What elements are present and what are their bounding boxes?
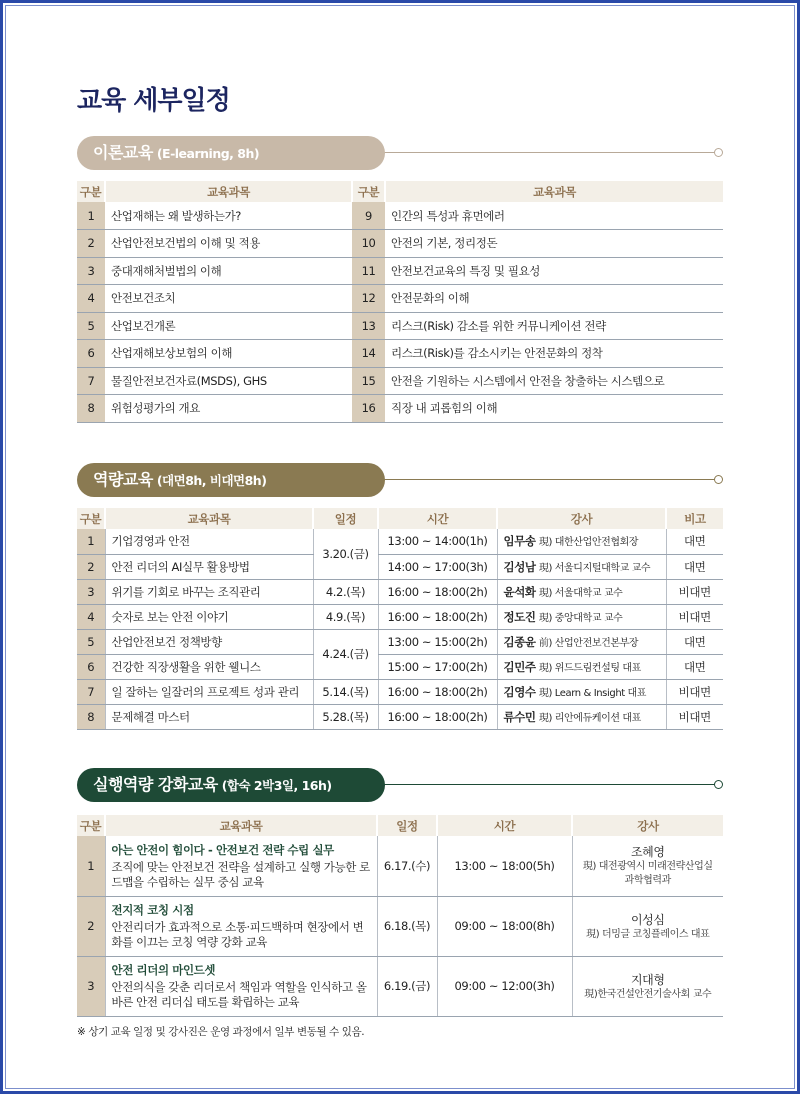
instructor-org: 現)한국건설안전기술사회 교수 — [584, 988, 712, 1000]
instructor-org: 現) 더밍글 코칭플레이스 대표 — [586, 928, 710, 940]
time-cell: 13:00 ~ 18:00(5h) — [437, 836, 572, 896]
instructor-name: 김종윤 — [503, 634, 536, 649]
header-date: 일정 — [377, 815, 437, 836]
header-subject: 교육과목 — [105, 815, 377, 836]
row-number: 2 — [77, 554, 105, 579]
time-cell: 15:00 ~ 17:00(2h) — [378, 654, 497, 679]
row-number: 5 — [77, 312, 105, 340]
subject-cell: 산업안전보건법의 이해 및 적용 — [105, 230, 352, 258]
table-row — [77, 202, 723, 230]
page-title: 교육 세부일정 — [77, 86, 230, 116]
date-cell: 5.14.(목) — [313, 679, 378, 704]
mode-cell: 비대면 — [666, 604, 723, 629]
header-subject: 교육과목 — [105, 508, 313, 529]
section-label: 이론교육 — [93, 143, 153, 162]
date-cell: 6.18.(목) — [377, 896, 437, 956]
section-pill — [77, 768, 385, 802]
row-number: 1 — [77, 836, 105, 896]
section-label: 역량교육 — [93, 470, 153, 489]
subject-cell: 안전을 기원하는 시스템에서 안전을 창출하는 시스템으로 — [385, 367, 723, 395]
subject-cell: 숫자로 보는 안전 이야기 — [105, 604, 313, 629]
header-time: 시간 — [378, 508, 497, 529]
table-row — [77, 579, 723, 604]
row-number: 4 — [77, 285, 105, 313]
row-number: 13 — [352, 312, 385, 340]
instructor-name: 윤석화 — [503, 584, 536, 599]
header-note: 비고 — [666, 508, 723, 529]
table-row — [77, 529, 723, 554]
instructor-org: 現) 위드드림컨설팅 대표 — [538, 662, 641, 674]
instructor-cell — [572, 896, 723, 956]
date-cell: 6.19.(금) — [377, 956, 437, 1016]
date-cell: 5.28.(목) — [313, 704, 378, 729]
section-competency-header — [77, 463, 723, 497]
instructor-org: 現) Learn & Insight 대표 — [538, 687, 647, 699]
instructor-org: 現) 대한산업안전협회장 — [538, 537, 639, 549]
row-number: 1 — [77, 202, 105, 230]
row-number: 7 — [77, 679, 105, 704]
mode-cell: 대면 — [666, 629, 723, 654]
row-number: 5 — [77, 629, 105, 654]
instructor-cell — [572, 956, 723, 1016]
row-number: 3 — [77, 257, 105, 285]
section-label: 실행역량 강화교육 — [93, 775, 218, 794]
instructor-name: 김영수 — [503, 684, 536, 699]
instructor-cell — [497, 529, 666, 554]
subject-cell: 중대재해처벌법의 이해 — [105, 257, 352, 285]
subject-cell: 물질안전보건자료(MSDS), GHS — [105, 367, 352, 395]
course-title: 전지적 코칭 시점 — [111, 903, 194, 917]
subject-cell: 인간의 특성과 휴먼에러 — [385, 202, 723, 230]
table-row — [77, 554, 723, 579]
table-row — [77, 340, 723, 368]
header-date: 일정 — [313, 508, 378, 529]
date-cell: 6.17.(수) — [377, 836, 437, 896]
time-cell: 09:00 ~ 12:00(3h) — [437, 956, 572, 1016]
circle-icon — [714, 780, 723, 789]
table-row — [77, 395, 723, 423]
instructor-org: 現) 서울대학교 교수 — [538, 587, 623, 599]
subject-cell — [105, 956, 377, 1016]
subject-cell: 안전보건교육의 특징 및 필요성 — [385, 257, 723, 285]
mode-cell: 대면 — [666, 554, 723, 579]
time-cell: 16:00 ~ 18:00(2h) — [378, 579, 497, 604]
row-number: 2 — [77, 230, 105, 258]
row-number: 1 — [77, 529, 105, 554]
instructor-name: 김성남 — [503, 559, 536, 574]
mode-cell: 대면 — [666, 654, 723, 679]
row-number: 16 — [352, 395, 385, 423]
row-number: 6 — [77, 654, 105, 679]
header-instructor: 강사 — [572, 815, 723, 836]
mode-cell: 비대면 — [666, 704, 723, 729]
instructor-org: 前) 산업안전보건본부장 — [538, 637, 639, 649]
instructor-cell — [497, 654, 666, 679]
subject-cell: 기업경영과 안전 — [105, 529, 313, 554]
instructor-cell — [497, 629, 666, 654]
instructor-cell — [497, 579, 666, 604]
subject-cell: 위험성평가의 개요 — [105, 395, 352, 423]
section-sub: (E-learning, 8h) — [156, 146, 260, 161]
time-cell: 16:00 ~ 18:00(2h) — [378, 704, 497, 729]
subject-cell: 건강한 직장생활을 위한 웰니스 — [105, 654, 313, 679]
table-row — [77, 956, 723, 1016]
header-no: 구분 — [77, 508, 105, 529]
table-row — [77, 367, 723, 395]
table-row — [77, 836, 723, 896]
subject-cell: 리스크(Risk)를 감소시키는 안전문화의 정착 — [385, 340, 723, 368]
header-no: 구분 — [352, 181, 385, 202]
table-row — [77, 629, 723, 654]
table-row — [77, 257, 723, 285]
instructor-name: 임무송 — [503, 534, 536, 549]
course-description: 안전의식을 갖춘 리더로서 책임과 역할을 인식하고 올바른 안전 리더십 태도를 확립하는 교육 — [111, 980, 367, 1009]
course-description: 안전리더가 효과적으로 소통·피드백하며 현장에서 변화를 이끄는 코칭 역량 강화 교육 — [111, 920, 364, 949]
subject-cell: 안전문화의 이해 — [385, 285, 723, 313]
instructor-name: 김민주 — [503, 659, 536, 674]
header-subject: 교육과목 — [385, 181, 723, 202]
section-sub: (대면8h, 비대면8h) — [156, 473, 267, 488]
mode-cell: 비대면 — [666, 679, 723, 704]
course-title: 아는 안전이 힘이다 - 안전보건 전략 수립 실무 — [111, 842, 334, 857]
row-number: 15 — [352, 367, 385, 395]
time-cell: 16:00 ~ 18:00(2h) — [378, 679, 497, 704]
date-cell: 4.2.(목) — [313, 579, 378, 604]
instructor-cell — [497, 554, 666, 579]
row-number: 10 — [352, 230, 385, 258]
subject-cell: 직장 내 괴롭힘의 이해 — [385, 395, 723, 423]
time-cell: 14:00 ~ 17:00(3h) — [378, 554, 497, 579]
instructor-org: 現) 서울디지털대학교 교수 — [538, 562, 651, 574]
time-cell: 09:00 ~ 18:00(8h) — [437, 896, 572, 956]
header-subject: 교육과목 — [105, 181, 352, 202]
circle-icon — [714, 148, 723, 157]
header-no: 구분 — [77, 181, 105, 202]
row-number: 4 — [77, 604, 105, 629]
date-cell: 3.20.(금) — [313, 529, 378, 579]
course-description: 조직에 맞는 안전보건 전략을 설계하고 실행 가능한 로드맵을 수립하는 실무 중심 교육 — [111, 859, 370, 889]
subject-cell: 산업재해는 왜 발생하는가? — [105, 202, 352, 230]
section-practical-header — [77, 768, 723, 802]
subject-cell: 리스크(Risk) 감소를 위한 커뮤니케이션 전략 — [385, 312, 723, 340]
row-number: 7 — [77, 367, 105, 395]
divider-line — [377, 152, 717, 153]
row-number: 3 — [77, 579, 105, 604]
section-sub: (합숙 2박3일, 16h) — [221, 778, 332, 793]
subject-cell: 안전의 기본, 정리정돈 — [385, 230, 723, 258]
instructor-cell — [497, 604, 666, 629]
subject-cell — [105, 896, 377, 956]
subject-cell: 산업안전보건 정책방향 — [105, 629, 313, 654]
row-number: 9 — [352, 202, 385, 230]
instructor-cell — [497, 679, 666, 704]
mode-cell: 대면 — [666, 529, 723, 554]
row-number: 11 — [352, 257, 385, 285]
subject-cell: 문제해결 마스터 — [105, 704, 313, 729]
divider-line — [377, 784, 717, 785]
row-number: 12 — [352, 285, 385, 313]
subject-cell: 산업보건개론 — [105, 312, 352, 340]
row-number: 6 — [77, 340, 105, 368]
theory-table — [77, 181, 723, 423]
section-pill — [77, 136, 385, 170]
instructor-cell — [572, 836, 723, 896]
subject-cell: 산업재해보상보험의 이해 — [105, 340, 352, 368]
table-row — [77, 896, 723, 956]
instructor-org: 現) 중앙대학교 교수 — [538, 612, 623, 624]
subject-cell: 위기를 기회로 바꾸는 조직관리 — [105, 579, 313, 604]
instructor-name: 류수민 — [503, 709, 536, 724]
row-number: 8 — [77, 395, 105, 423]
divider-line — [377, 479, 717, 480]
table-row — [77, 704, 723, 729]
time-cell: 13:00 ~ 14:00(1h) — [378, 529, 497, 554]
time-cell: 13:00 ~ 15:00(2h) — [378, 629, 497, 654]
header-no: 구분 — [77, 815, 105, 836]
row-number: 2 — [77, 896, 105, 956]
time-cell: 16:00 ~ 18:00(2h) — [378, 604, 497, 629]
instructor-org: 現) 대전광역시 미래전략산업실 과학협력과 — [582, 861, 713, 887]
date-cell: 4.9.(목) — [313, 604, 378, 629]
instructor-name: 정도진 — [503, 609, 536, 624]
subject-cell — [105, 836, 377, 896]
table-row — [77, 654, 723, 679]
subject-cell: 안전 리더의 AI실무 활용방법 — [105, 554, 313, 579]
header-instructor: 강사 — [497, 508, 666, 529]
instructor-org: 現) 리안에듀케이션 대표 — [538, 712, 641, 724]
table-row — [77, 679, 723, 704]
date-cell: 4.24.(금) — [313, 629, 378, 679]
table-row — [77, 312, 723, 340]
mode-cell: 비대면 — [666, 579, 723, 604]
circle-icon — [714, 475, 723, 484]
practical-table — [77, 815, 723, 1017]
subject-cell: 일 잘하는 일잘러의 프로젝트 성과 관리 — [105, 679, 313, 704]
table-row — [77, 285, 723, 313]
row-number: 14 — [352, 340, 385, 368]
section-theory-header — [77, 136, 723, 170]
instructor-name: 지대형 — [630, 972, 665, 987]
footnote: ※ 상기 교육 일정 및 강사진은 운영 과정에서 일부 변동될 수 있음. — [77, 1026, 365, 1038]
instructor-cell — [497, 704, 666, 729]
section-pill — [77, 463, 385, 497]
header-time: 시간 — [437, 815, 572, 836]
row-number: 8 — [77, 704, 105, 729]
competency-table — [77, 508, 723, 730]
instructor-name: 조혜영 — [630, 845, 665, 860]
course-title: 안전 리더의 마인드셋 — [111, 963, 216, 977]
instructor-name: 이성심 — [630, 912, 665, 927]
row-number: 3 — [77, 956, 105, 1016]
table-row — [77, 230, 723, 258]
subject-cell: 안전보건조치 — [105, 285, 352, 313]
table-row — [77, 604, 723, 629]
